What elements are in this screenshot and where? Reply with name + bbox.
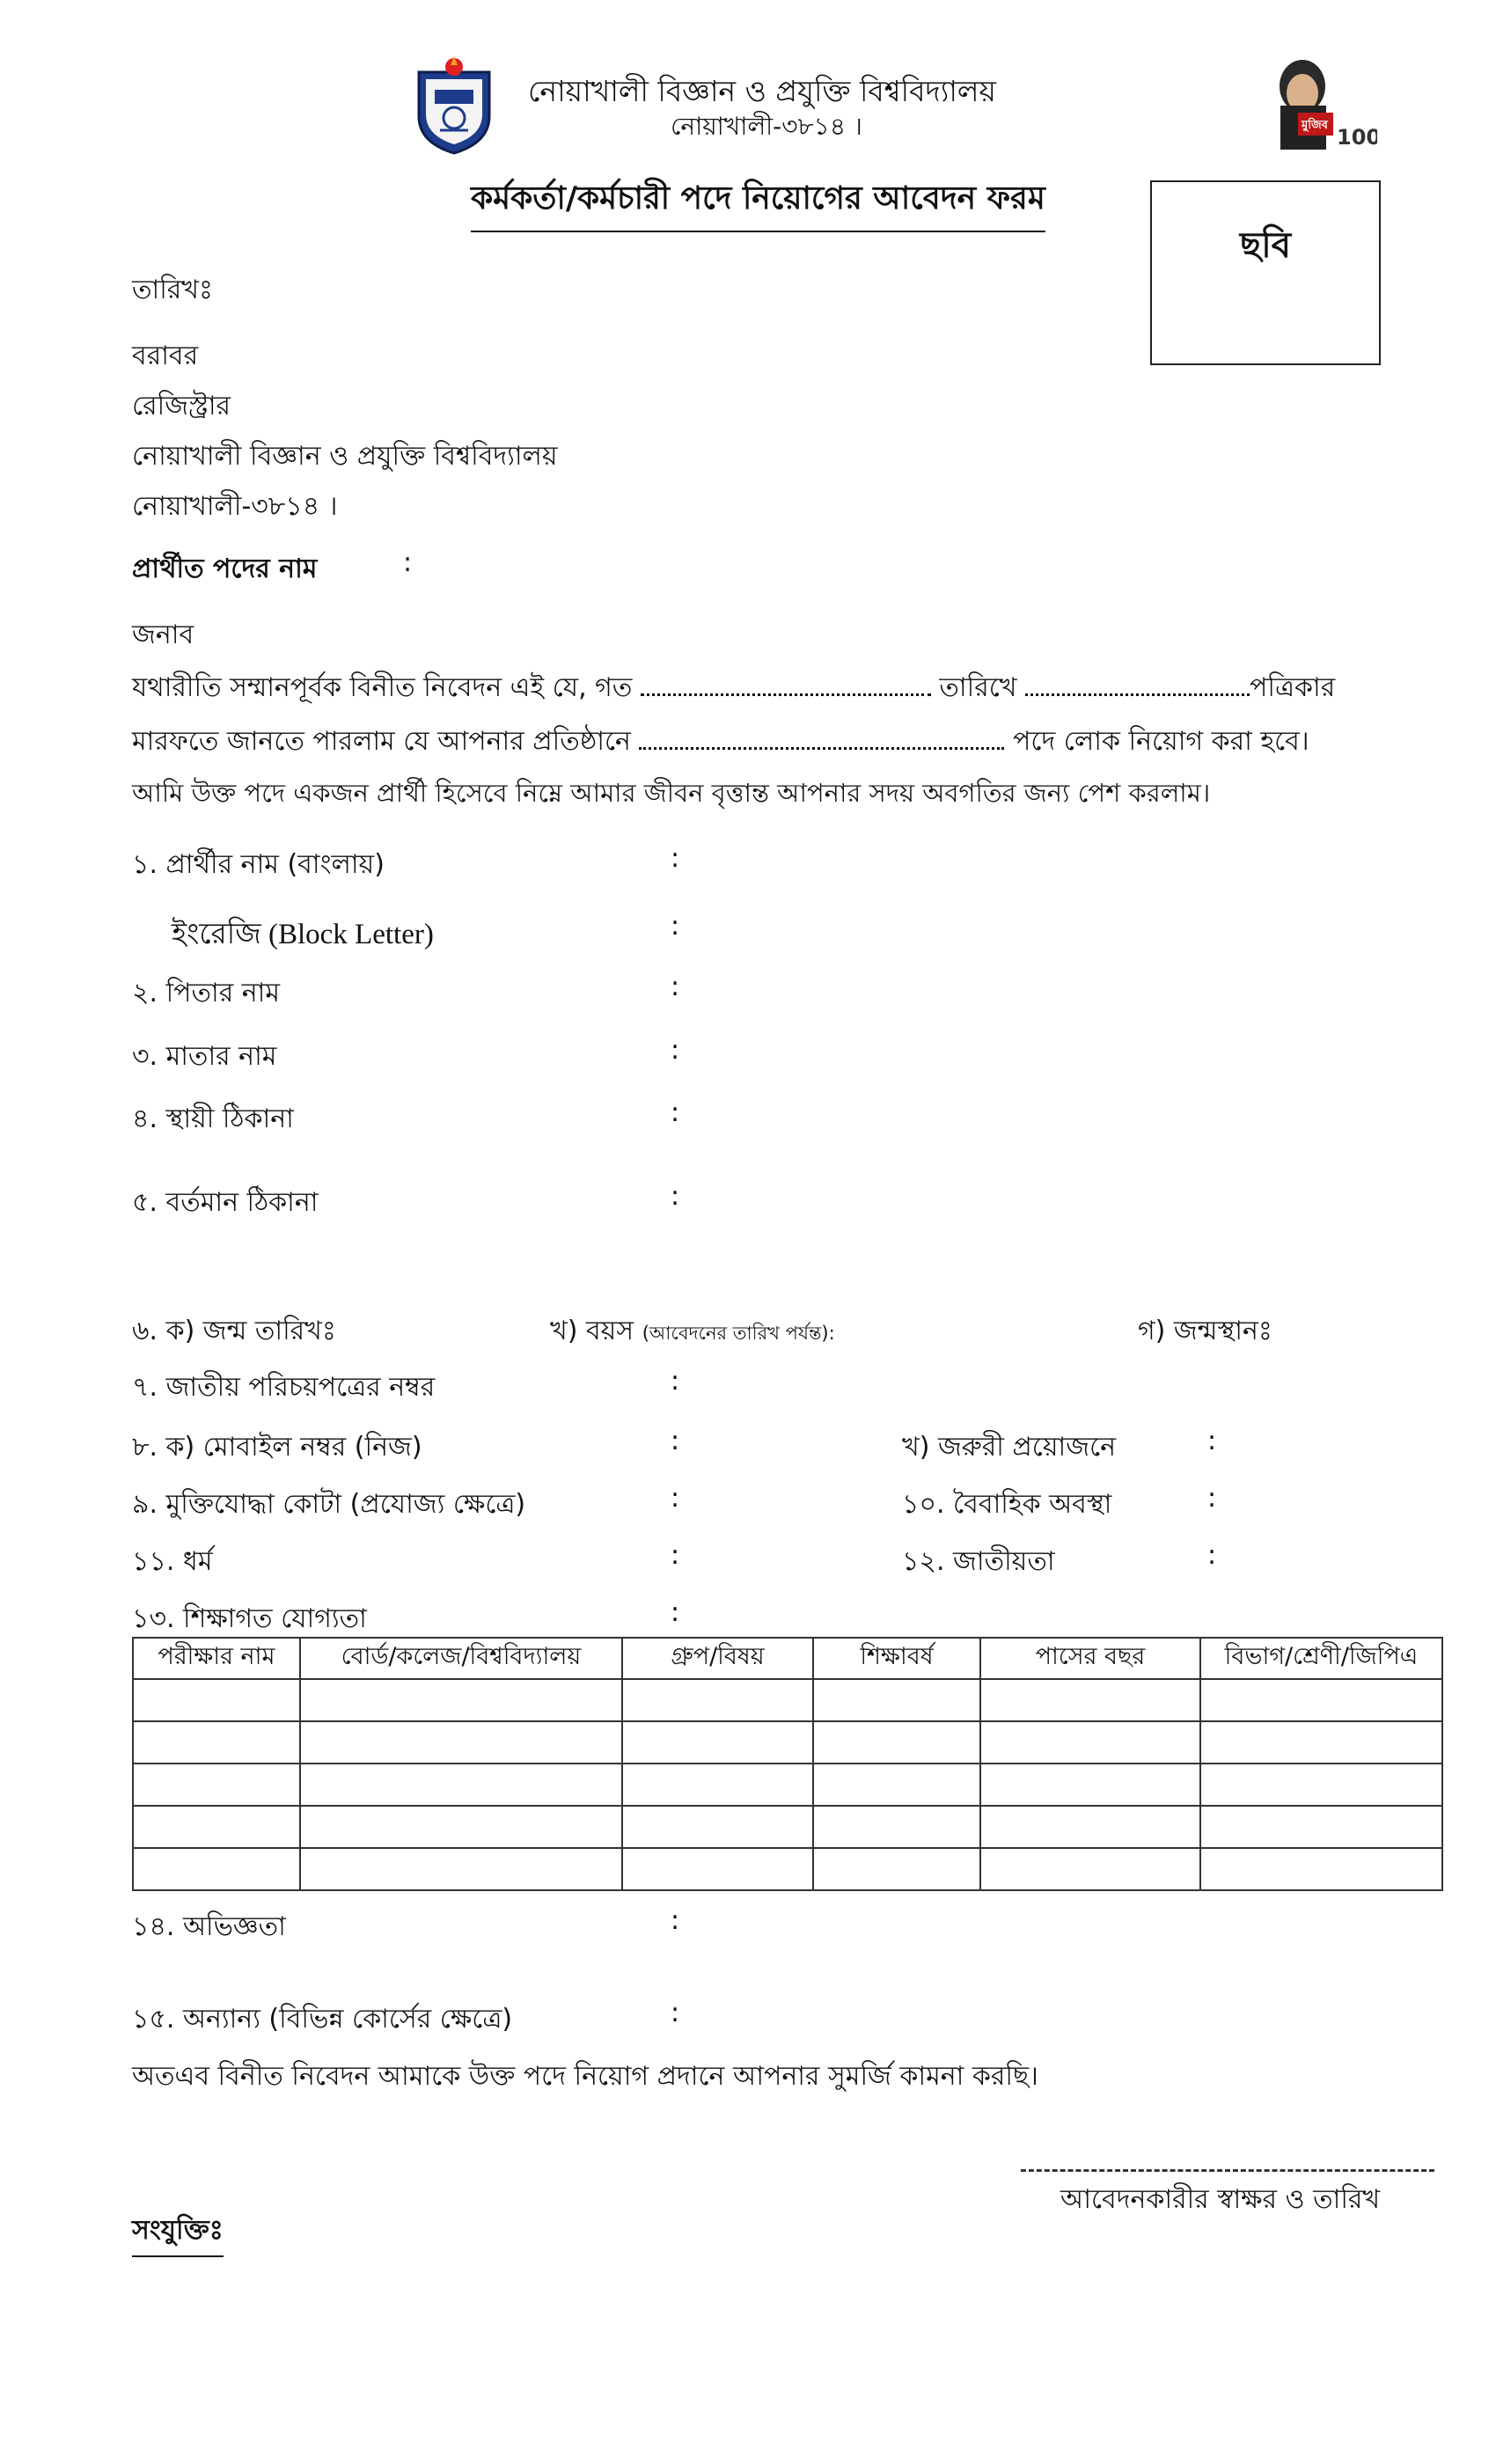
- field-education-colon: :: [671, 1597, 680, 1628]
- table-row: [133, 1848, 1442, 1890]
- field-name-bangla: ১. প্রার্থীর নাম (বাংলায়): [132, 849, 385, 880]
- body-line-1: [132, 666, 1335, 711]
- post-name-label: প্রার্থীত পদের নাম: [132, 554, 318, 584]
- table-cell[interactable]: [300, 1848, 622, 1890]
- table-row: [133, 1721, 1442, 1764]
- table-row: [133, 1679, 1442, 1721]
- photo-label: ছবি: [1240, 224, 1291, 266]
- table-cell[interactable]: [1200, 1806, 1442, 1848]
- header-passing-year: পাসের বছর: [980, 1638, 1200, 1679]
- post-blank: [639, 728, 1004, 750]
- field-religion: ১১. ধর্ম: [132, 1546, 213, 1577]
- field-nid-number: ৭. জাতীয় পরিচয়পত্রের নম্বর: [132, 1372, 436, 1403]
- table-cell[interactable]: [622, 1848, 813, 1890]
- table-cell[interactable]: [133, 1721, 300, 1764]
- table-cell[interactable]: [813, 1764, 980, 1806]
- field-permanent-address: ৪. স্থায়ী ঠিকানা: [132, 1104, 294, 1134]
- table-cell[interactable]: [813, 1721, 980, 1764]
- photo-box: [1150, 180, 1381, 365]
- field-marital-status: ১০. বৈবাহিক অবস্থা: [902, 1489, 1112, 1520]
- university-logo: [414, 55, 495, 155]
- table-cell[interactable]: [622, 1721, 813, 1764]
- field-religion-colon: :: [671, 1540, 680, 1571]
- field-others-colon: :: [671, 1998, 680, 2028]
- field-experience: ১৪. অভিজ্ঞতা: [132, 1911, 286, 1942]
- date-label: তারিখঃ: [132, 275, 213, 305]
- svg-text:100: 100: [1337, 125, 1377, 150]
- body-line-2-b: পদে লোক নিয়োগ করা হবে।: [1013, 726, 1309, 757]
- table-cell[interactable]: [133, 1806, 300, 1848]
- field-mobile-own-colon: :: [671, 1426, 680, 1456]
- field-nid-number-colon: :: [671, 1366, 680, 1397]
- table-cell[interactable]: [622, 1806, 813, 1848]
- table-row: [133, 1806, 1442, 1848]
- table-cell[interactable]: [980, 1764, 1200, 1806]
- field-marital-status-colon: :: [1207, 1483, 1217, 1514]
- university-city: নোয়াখালী-৩৮১৪ ।: [671, 112, 862, 141]
- field-nationality-colon: :: [1207, 1540, 1217, 1571]
- table-cell[interactable]: [133, 1848, 300, 1890]
- table-cell[interactable]: [813, 1848, 980, 1890]
- field-birth-place: গ) জন্মস্থানঃ: [1138, 1316, 1272, 1346]
- field-age-label: খ) বয়স: [550, 1316, 634, 1346]
- table-row: [133, 1764, 1442, 1806]
- field-freedom-fighter-quota: ৯. মুক্তিযোদ্ধা কোটা (প্রযোজ্য ক্ষেত্রে): [132, 1489, 526, 1520]
- header-exam-name: পরীক্ষার নাম: [133, 1638, 300, 1679]
- table-cell[interactable]: [133, 1764, 300, 1806]
- field-mobile-emergency: খ) জরুরী প্রয়োজনে: [902, 1432, 1117, 1463]
- field-permanent-address-colon: :: [671, 1097, 680, 1128]
- body-line-2: [132, 720, 1309, 765]
- table-cell[interactable]: [813, 1806, 980, 1848]
- field-age-note: (আবেদনের তারিখ পর্যন্ত):: [642, 1323, 835, 1344]
- field-mobile-own: ৮. ক) মোবাইল নম্বর (নিজ): [132, 1432, 422, 1463]
- field-mobile-emergency-colon: :: [1207, 1426, 1217, 1456]
- body-line-1-a: যথারীতি সম্মানপূর্বক বিনীত নিবেদন এই যে, গত: [132, 672, 633, 703]
- table-cell[interactable]: [980, 1806, 1200, 1848]
- field-freedom-fighter-quota-colon: :: [671, 1483, 680, 1514]
- table-cell[interactable]: [1200, 1721, 1442, 1764]
- mujib100-logo: [1263, 51, 1377, 152]
- attachments-label: সংযুক্তিঃ: [132, 2209, 224, 2257]
- table-cell[interactable]: [300, 1679, 622, 1721]
- field-name-bangla-colon: :: [671, 843, 680, 874]
- table-cell[interactable]: [300, 1806, 622, 1848]
- signature-label: আবেদনকারীর স্বাক্ষর ও তারিখ: [1060, 2184, 1381, 2215]
- addressee-city: নোয়াখালী-৩৮১৪ ।: [132, 491, 338, 522]
- field-others: ১৫. অন্যান্য (বিভিন্ন কোর্সের ক্ষেত্রে): [132, 2004, 513, 2035]
- education-table-header-row: [133, 1638, 1442, 1679]
- table-cell[interactable]: [1200, 1848, 1442, 1890]
- field-present-address-colon: :: [671, 1181, 680, 1212]
- addressee-university: নোয়াখালী বিজ্ঞান ও প্রযুক্তি বিশ্ববিদ্যালয়: [132, 441, 558, 472]
- table-cell[interactable]: [980, 1679, 1200, 1721]
- newspaper-blank: [1025, 674, 1250, 696]
- field-name-english: ইংরেজি (Block Letter): [172, 919, 434, 950]
- signature-line: [1021, 2169, 1434, 2172]
- table-cell[interactable]: [300, 1764, 622, 1806]
- ad-date-blank: [641, 674, 931, 696]
- field-nationality: ১২. জাতীয়তা: [902, 1546, 1055, 1577]
- header-group-subject: গ্রুপ/বিষয়: [622, 1638, 813, 1679]
- table-cell[interactable]: [622, 1764, 813, 1806]
- field-age: [550, 1309, 835, 1354]
- post-name-colon: :: [403, 547, 413, 578]
- table-cell[interactable]: [980, 1721, 1200, 1764]
- field-birth-date: ৬. ক) জন্ম তারিখঃ: [132, 1316, 336, 1346]
- header-division-gpa: বিভাগ/শ্রেণী/জিপিএ: [1200, 1638, 1442, 1679]
- table-cell[interactable]: [980, 1848, 1200, 1890]
- body-line-1-b: তারিখে: [939, 672, 1017, 703]
- header-board-institution: বোর্ড/কলেজ/বিশ্ববিদ্যালয়: [300, 1638, 622, 1679]
- field-father-name: ২. পিতার নাম: [132, 978, 281, 1008]
- field-mother-name-colon: :: [671, 1035, 680, 1066]
- field-father-name-colon: :: [671, 972, 680, 1002]
- header-academic-year: শিক্ষাবর্ষ: [813, 1638, 980, 1679]
- table-cell[interactable]: [1200, 1679, 1442, 1721]
- svg-text:মুজিব: মুজিব: [1302, 119, 1328, 132]
- body-line-1-c: পত্রিকার: [1250, 672, 1336, 703]
- table-cell[interactable]: [1200, 1764, 1442, 1806]
- form-title: কর্মকর্তা/কর্মচারী পদে নিয়োগের আবেদন ফরম: [471, 174, 1045, 232]
- body-line-2-a: মারফতে জানতে পারলাম যে আপনার প্রতিষ্ঠানে: [132, 726, 631, 757]
- field-education: ১৩. শিক্ষাগত যোগ্যতা: [132, 1603, 367, 1634]
- field-experience-colon: :: [671, 1905, 680, 1936]
- field-mother-name: ৩. মাতার নাম: [132, 1041, 277, 1072]
- addressee-to: বরাবর: [132, 341, 199, 371]
- table-cell[interactable]: [622, 1679, 813, 1721]
- education-table: [132, 1637, 1443, 1891]
- body-line-3: আমি উক্ত পদে একজন প্রার্থী হিসেবে নিম্নে আমার জীবন বৃত্তান্ত আপনার সদয় অবগতির জন্য পেশ করলাম।: [132, 778, 1211, 808]
- table-cell[interactable]: [300, 1721, 622, 1764]
- table-cell[interactable]: [133, 1679, 300, 1721]
- university-name: নোয়াখালী বিজ্ঞান ও প্রযুক্তি বিশ্ববিদ্যালয়: [528, 74, 996, 108]
- addressee-registrar: রেজিস্ট্রার: [132, 391, 231, 422]
- field-name-english-colon: :: [671, 911, 680, 942]
- closing-statement: অতএব বিনীত নিবেদন আমাকে উক্ত পদে নিয়োগ প্রদানে আপনার সুমর্জি কামনা করছি।: [132, 2061, 1038, 2092]
- salutation: জনাব: [132, 620, 194, 650]
- field-present-address: ৫. বর্তমান ঠিকানা: [132, 1187, 319, 1218]
- table-cell[interactable]: [813, 1679, 980, 1721]
